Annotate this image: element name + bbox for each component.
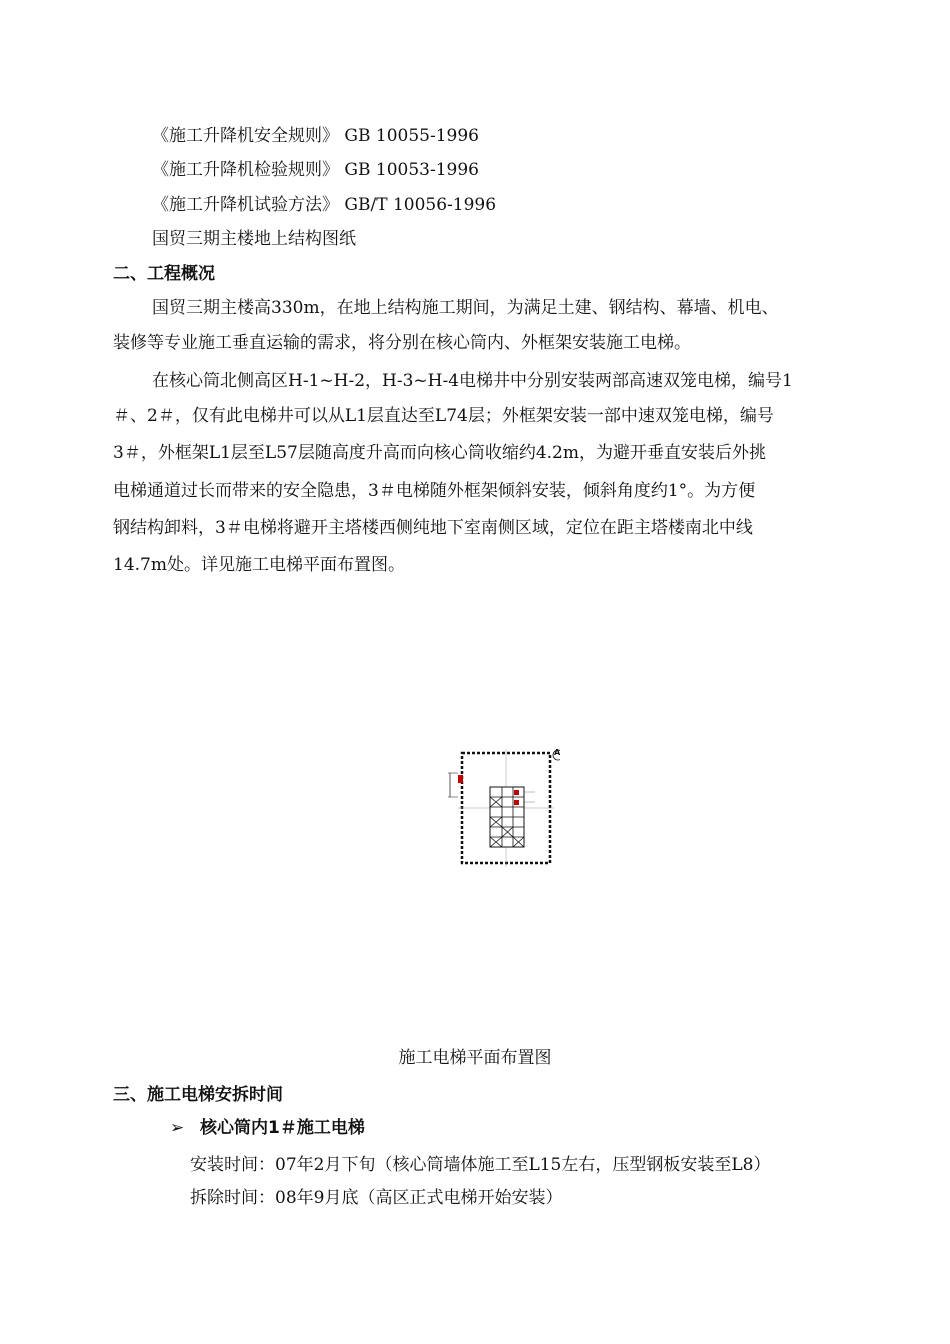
subheading-text: 核心筒内1＃施工电梯 — [200, 1118, 365, 1138]
elevator-3-marker — [458, 775, 463, 783]
elevator-layout-plan — [440, 745, 560, 870]
figure-caption: 施工电梯平面布置图 — [398, 1048, 552, 1068]
install-time: 安装时间：07年2月下旬（核心筒墙体施工至L15左右，压型钢板安装至L8） — [190, 1155, 771, 1175]
elevator-layout-drawing — [440, 745, 560, 870]
section3-subheading — [170, 1118, 365, 1138]
arrow-bullet-icon: ➢ — [170, 1118, 185, 1138]
section2-para2-line2: ＃、2＃，仅有此电梯井可以从L1层直达至L74层；外框架安装一部中速双笼电梯，编号 — [113, 406, 774, 426]
section2-para2-line4: 电梯通道过长而带来的安全隐患，3＃电梯随外框架倾斜安装，倾斜角度约1°。为方便 — [113, 481, 756, 501]
reference-4: 国贸三期主楼地上结构图纸 — [152, 229, 356, 249]
section2-para1-line1: 国贸三期主楼高330m，在地上结构施工期间，为满足土建、钢结构、幕墙、机电、 — [152, 298, 779, 318]
section2-para2-line3: 3＃，外框架L1层至L57层随高度升高而向核心筒收缩约4.2m，为避开垂直安装后外挑 — [113, 443, 766, 463]
section3-heading: 三、施工电梯安拆时间 — [113, 1085, 283, 1105]
section2-para1-line2: 装修等专业施工垂直运输的需求，将分别在核心筒内、外框架安装施工电梯。 — [113, 333, 691, 353]
reference-1: 《施工升降机安全规则》 GB 10055-1996 — [152, 126, 479, 146]
section2-para2-line1: 在核心筒北侧高区H-1~H-2，H-3~H-4电梯井中分别安装两部高速双笼电梯，编号1 — [152, 371, 793, 391]
section2-para2-line6: 14.7m处。详见施工电梯平面布置图。 — [113, 555, 405, 575]
elevator-1-marker — [514, 790, 519, 795]
section2-para2-line5: 钢结构卸料，3＃电梯将避开主塔楼西侧纯地下室南侧区域，定位在距主塔楼南北中线 — [113, 518, 753, 538]
section2-heading: 二、工程概况 — [113, 264, 215, 284]
reference-3: 《施工升降机试验方法》 GB/T 10056-1996 — [152, 195, 497, 215]
reference-2: 《施工升降机检验规则》 GB 10053-1996 — [152, 160, 479, 180]
axis-marker-label: A — [554, 748, 561, 757]
remove-time: 拆除时间：08年9月底（高区正式电梯开始安装） — [190, 1188, 563, 1208]
elevator-2-marker — [514, 800, 519, 805]
